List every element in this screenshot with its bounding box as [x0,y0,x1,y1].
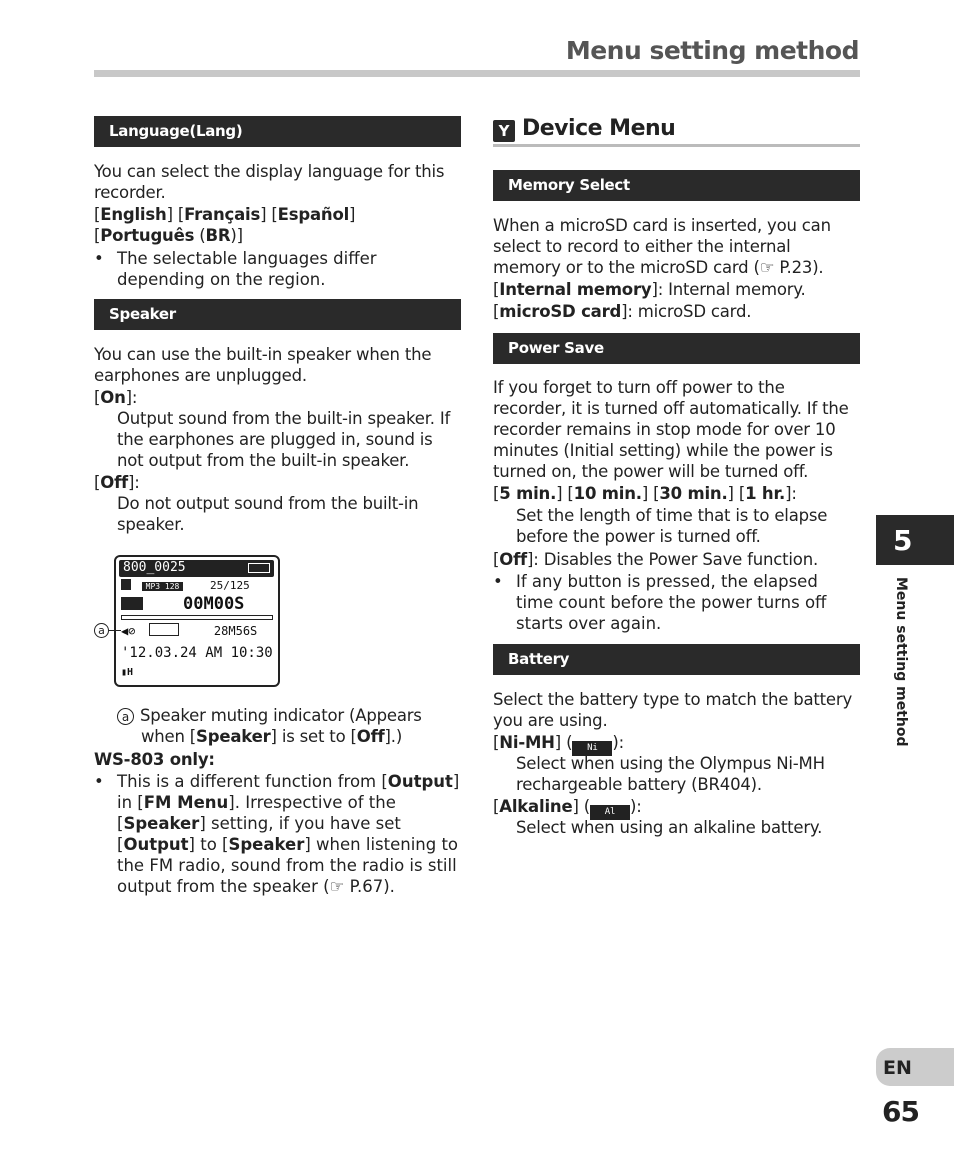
lcd-format: MP3 128 [142,582,184,591]
lcd-level-icon: ▮H [121,667,134,678]
memory-opt-internal: [Internal memory]: Internal memory. [493,280,806,299]
battery-icon [248,563,270,573]
memory-select-heading: Memory Select [493,170,860,201]
power-save-options: [5 min.] [10 min.] [30 min.] [1 hr.]: [493,484,797,503]
note-marker: a [117,708,134,725]
alkaline-battery-icon: Al [590,805,630,820]
battery-alkaline-label: [Alkaline] ( Al ): [493,796,642,820]
progress-bar [121,615,273,620]
callout-line [109,630,121,631]
language-tab: EN [876,1048,954,1086]
lcd-top-bar [119,560,274,577]
power-save-off: [Off]: Disables the Power Save function. [493,550,818,569]
battery-alkaline-desc: Select when using an alkaline battery. [516,818,823,837]
lcd-time: 00M00S [183,594,245,614]
opt-francais: Français [184,205,261,224]
page-title: Menu setting method [565,36,859,65]
ws-803-label: WS-803 only: [94,750,215,769]
language-intro: You can select the display language for this recorder. [94,162,445,202]
opt-espanol: Español [277,205,350,224]
stop-icon [121,597,143,610]
speaker-on-label: [On]: [94,388,138,407]
chapter-tab: 5 [876,515,954,565]
language-heading: Language(Lang) [94,116,461,147]
lcd-row-remain [121,623,257,638]
speaker-off-desc: Do not output sound from the built-in speaker. [117,494,419,534]
speaker-heading: Speaker [94,299,461,330]
speaker-on-desc: Output sound from the built-in speaker. If the earphones are plugged in, sound is not output from the built-in speaker. [117,409,451,470]
battery-nimh-label: [Ni-MH] ( Ni ): [493,732,624,756]
device-menu-rule [493,144,860,147]
callout-a: a [94,623,109,638]
power-save-options-desc: Set the length of time that is to elapse before the power is turned off. [516,506,828,546]
device-menu-title: Device Menu [522,116,676,141]
title-rule [94,70,860,77]
chapter-label: Menu setting method [893,577,909,747]
power-save-bullet: • If any button is pressed, the elapsed time count before the power turns off starts over again. [493,572,827,633]
lock-icon [121,579,131,590]
lcd-remain: 28M56S [213,624,258,638]
language-bullet: • The selectable languages differ depending on the region. [94,249,377,289]
wrench-icon: Y [493,120,515,142]
battery-heading: Battery [493,644,860,675]
device-menu-header [493,118,860,148]
opt-english: English [100,205,167,224]
language-options: [English] [Français] [Español] [Português (BR)] [94,205,356,245]
memory-opt-microsd: [microSD card]: microSD card. [493,302,752,321]
lcd-file-name: 800_0025 [123,560,186,575]
power-save-heading: Power Save [493,333,860,364]
ws-803-bullet: • This is a different function from [Output] in [FM Menu]. Irrespective of the [Speaker] setting, if you have set [Output] to [Speaker] when listening to the FM radio, sound from the radio is still output from the speaker (☞ P.67). [94,772,460,896]
lcd-row-time [121,594,244,614]
memory-select-intro: When a microSD card is inserted, you can select to record to either the internal memory or to the microSD card (☞ P.23). [493,216,831,277]
opt-portugues: Português [100,226,195,245]
speaker-intro: You can use the built-in speaker when the earphones are unplugged. [94,345,432,385]
lcd-date: '12.03.24 AM 10:30 [121,645,273,661]
speaker-note: a Speaker muting indicator (Appears when [Speaker] is set to [Off].) [117,705,461,747]
battery-intro: Select the battery type to match the battery you are using. [493,690,853,730]
speaker-off-label: [Off]: [94,473,140,492]
lcd-count: 25/125 [209,579,250,592]
opt-br: BR [205,226,231,245]
nimh-battery-icon: Ni [572,741,612,756]
vcva-icon [149,623,179,636]
page-number: 65 [882,1095,919,1128]
power-save-intro: If you forget to turn off power to the recorder, it is turned off automatically. If the recorder remains in stop mode for over 10 minutes (Initial setting) while the power is turned on, the power will be turned off. [493,378,849,481]
lcd-display [114,555,280,687]
battery-nimh-desc: Select when using the Olympus Ni-MH rechargeable battery (BR404). [516,754,825,794]
speaker-mute-icon: ◀⊘ [121,624,136,638]
lcd-row-format [121,579,250,592]
